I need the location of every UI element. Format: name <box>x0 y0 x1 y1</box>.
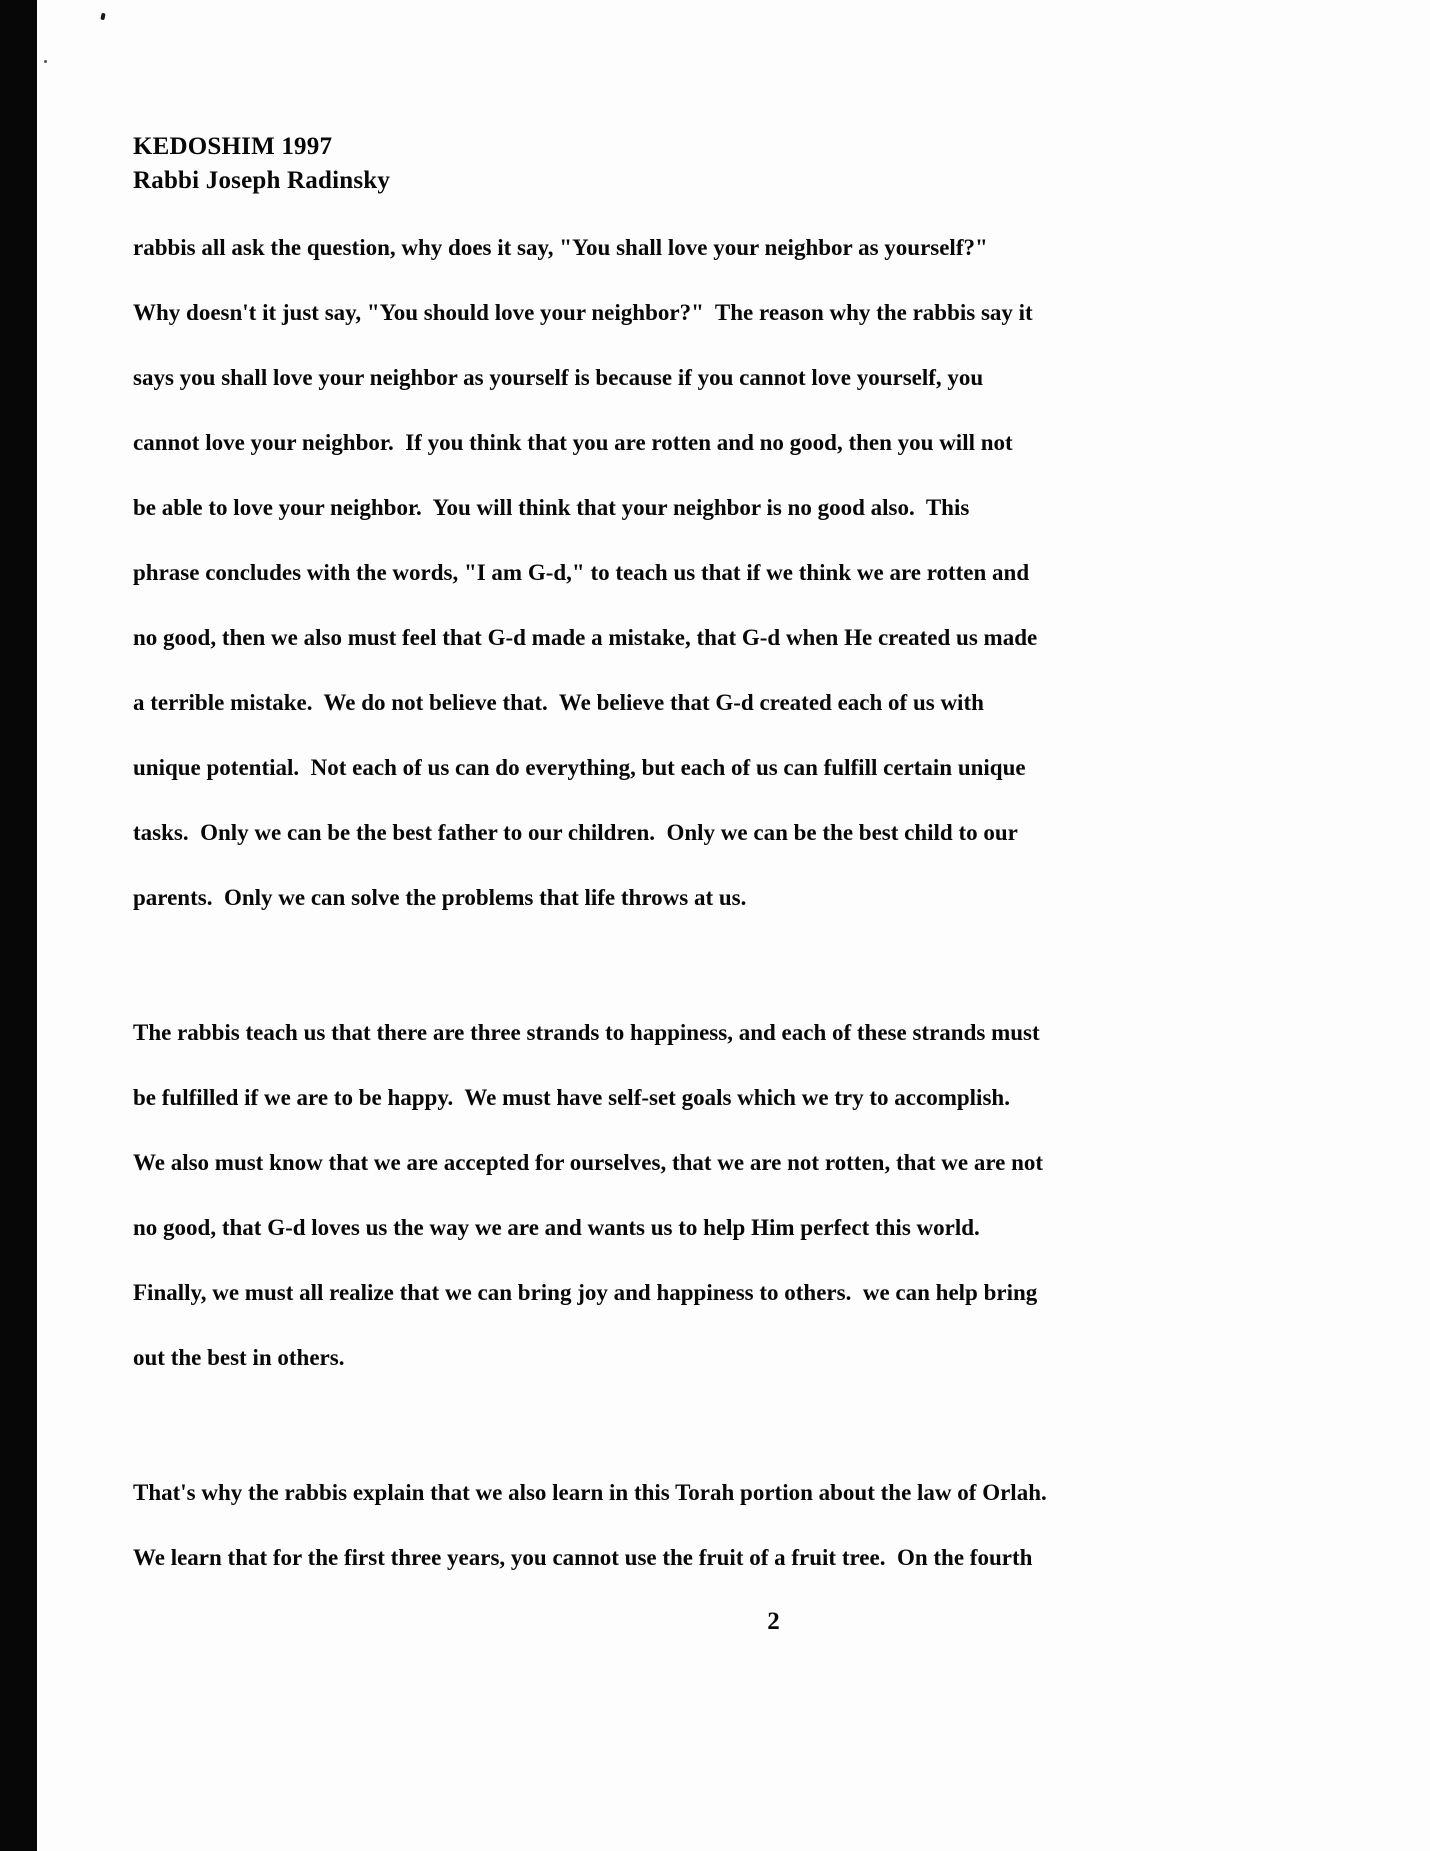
text-line: Why doesn't it just say, "You should love your neighbor?" The reason why the rabbis say it <box>133 280 1093 345</box>
doc-title: KEDOSHIM 1997 <box>133 133 333 160</box>
text-line: be able to love your neighbor. You will think that your neighbor is no good also. This <box>133 475 1093 540</box>
text-line: cannot love your neighbor. If you think that you are rotten and no good, then you will not <box>133 410 1093 475</box>
text-line: phrase concludes with the words, "I am G-d," to teach us that if we think we are rotten and <box>133 540 1093 605</box>
paragraph <box>133 1460 1093 1590</box>
text-line: tasks. Only we can be the best father to our children. Only we can be the best child to our <box>133 800 1093 865</box>
text-line: Finally, we must all realize that we can bring joy and happiness to others. we can help bring <box>133 1260 1093 1325</box>
text-line: unique potential. Not each of us can do everything, but each of us can fulfill certain unique <box>133 735 1093 800</box>
text-line: That's why the rabbis explain that we also learn in this Torah portion about the law of Orlah. <box>133 1460 1093 1525</box>
text-line: no good, that G-d loves us the way we are and wants us to help Him perfect this world. <box>133 1195 1093 1260</box>
text-line: a terrible mistake. We do not believe that. We believe that G-d created each of us with <box>133 670 1093 735</box>
scan-edge-artifact <box>0 0 37 1851</box>
text-line: rabbis all ask the question, why does it say, "You shall love your neighbor as yourself?" <box>133 215 1093 280</box>
text-line: out the best in others. <box>133 1325 1093 1390</box>
paragraph <box>133 215 1093 930</box>
text-line: no good, then we also must feel that G-d made a mistake, that G-d when He created us made <box>133 605 1093 670</box>
page-number: 2 <box>767 1608 780 1635</box>
doc-header <box>133 130 390 198</box>
doc-author: Rabbi Joseph Radinsky <box>133 167 391 194</box>
text-line: parents. Only we can solve the problems that life throws at us. <box>133 865 1093 930</box>
text-line: We also must know that we are accepted for ourselves, that we are not rotten, that we are not <box>133 1130 1093 1195</box>
scan-speck-small <box>44 60 47 63</box>
scan-speck <box>100 13 105 21</box>
text-line: be fulfilled if we are to be happy. We must have self-set goals which we try to accomplish. <box>133 1065 1093 1130</box>
text-line: says you shall love your neighbor as yourself is because if you cannot love yourself, you <box>133 345 1093 410</box>
doc-body <box>133 215 1093 1660</box>
text-line: We learn that for the first three years, you cannot use the fruit of a fruit tree. On the fourth <box>133 1525 1093 1590</box>
paragraph <box>133 1000 1093 1390</box>
text-line: The rabbis teach us that there are three strands to happiness, and each of these strands must <box>133 1000 1093 1065</box>
